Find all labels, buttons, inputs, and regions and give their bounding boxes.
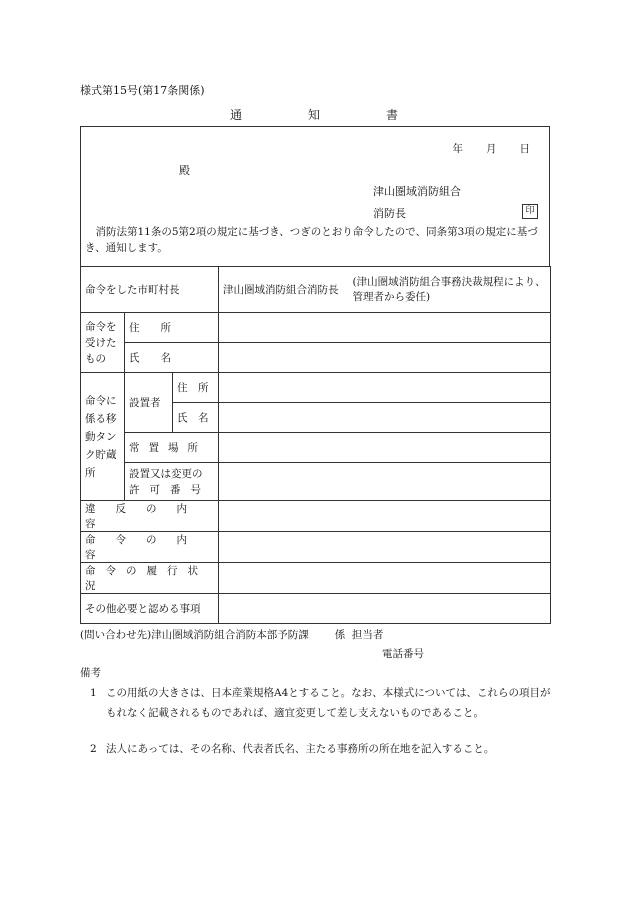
- other-matters-value[interactable]: [219, 594, 551, 624]
- remark-item: [90, 739, 552, 759]
- recipient-name-label: 氏 名: [125, 343, 219, 373]
- remark-text: 法人にあっては、その名称、代表者氏名、主たる事務所の所在地を記入すること。: [106, 743, 495, 755]
- installer-name-value[interactable]: [219, 403, 551, 433]
- tank-group-label: 命令に係る移動タンク貯蔵所: [81, 373, 125, 501]
- date-line: [431, 141, 532, 156]
- label-text: 常置場所: [129, 442, 207, 454]
- table-row: [81, 563, 551, 594]
- order-status-label: 命令の履行状況: [81, 563, 219, 594]
- violation-value[interactable]: [219, 501, 551, 532]
- permit-line2: 許可番号: [129, 483, 211, 496]
- remark-number: 1: [90, 687, 97, 699]
- contact-section: 係: [334, 629, 346, 641]
- remarks-heading: 備考: [80, 667, 101, 679]
- ordered-by-value: 津山圏域消防組合消防長: [223, 284, 339, 296]
- recipient-group-label: 命令を受けたもの: [81, 313, 125, 373]
- other-matters-label: その他必要と認める事項: [81, 594, 219, 624]
- parking-place-cell: [125, 433, 219, 463]
- remark-text: この用紙の大きさは、日本産業規格A4とすること。なお、本様式については、これらの項目がもれなく記載されるものであれば、適宜変更して差し支えないものであること。: [106, 687, 551, 719]
- parking-place-value[interactable]: [219, 433, 551, 463]
- document-title: [230, 106, 398, 123]
- permit-number-cell: [125, 463, 219, 501]
- installer-address-value[interactable]: [219, 373, 551, 403]
- table-row: [81, 373, 551, 403]
- date-day-label: 日: [519, 143, 531, 155]
- ordered-by-label-cell: [81, 267, 219, 313]
- contact-phone: 電話番号: [382, 648, 424, 660]
- order-content-label: 命令の内容: [81, 532, 219, 563]
- recipient-address-label: 住 所: [125, 313, 219, 343]
- table-row: [81, 313, 551, 343]
- violation-label: 違反の内容: [81, 501, 219, 532]
- issuer-organization: 津山圏域消防組合: [373, 185, 461, 198]
- table-row: [81, 267, 551, 313]
- recipient-address-value[interactable]: [219, 313, 551, 343]
- title-char: 通: [230, 108, 243, 122]
- permit-number-value[interactable]: [219, 463, 551, 501]
- seal-mark: 印: [522, 204, 538, 219]
- permit-line1: 設置又は変更の: [129, 467, 203, 480]
- remark-item: [90, 683, 552, 723]
- table-row: [81, 433, 551, 463]
- table-row: [81, 501, 551, 532]
- remark-number: 2: [90, 743, 97, 755]
- parking-place-label: [129, 440, 214, 455]
- notice-body-text: 消防法第11条の5第2項の規定に基づき、つぎのとおり命令したので、同条第3項の規定に基づき、通知します。: [85, 226, 538, 254]
- issuer-title: 消防長: [373, 207, 406, 220]
- title-char: 書: [386, 108, 399, 122]
- order-content-value[interactable]: [219, 532, 551, 563]
- recipient-name-value[interactable]: [219, 343, 551, 373]
- notice-table: [80, 266, 551, 624]
- installer-label: 設置者: [125, 373, 173, 433]
- order-status-value[interactable]: [219, 563, 551, 594]
- table-row: [81, 594, 551, 624]
- table-row: [81, 463, 551, 501]
- addressee-suffix: 殿: [179, 164, 190, 177]
- notice-header-box: [80, 126, 550, 266]
- contact-person: 担当者: [351, 629, 384, 641]
- contact-inquiry: (問い合わせ先)津山圏域消防組合消防本部予防課: [80, 629, 309, 641]
- table-row: [81, 343, 551, 373]
- table-row: [81, 532, 551, 563]
- label-text: 命令をした市町村長: [85, 284, 180, 296]
- ordered-by-value-cell: [219, 267, 551, 313]
- ordered-by-label: [85, 282, 214, 297]
- installer-address-label: 住 所: [173, 373, 219, 403]
- installer-name-label: 氏 名: [173, 403, 219, 433]
- date-year-label: 年: [452, 143, 464, 155]
- title-char: 知: [308, 108, 321, 122]
- form-number: 様式第15号(第17条関係): [80, 84, 205, 97]
- ordered-by-note: (津山圏域消防組合事務決裁規程により、管理者から委任): [352, 275, 546, 303]
- date-month-label: 月: [486, 143, 498, 155]
- contact-line: [80, 627, 383, 642]
